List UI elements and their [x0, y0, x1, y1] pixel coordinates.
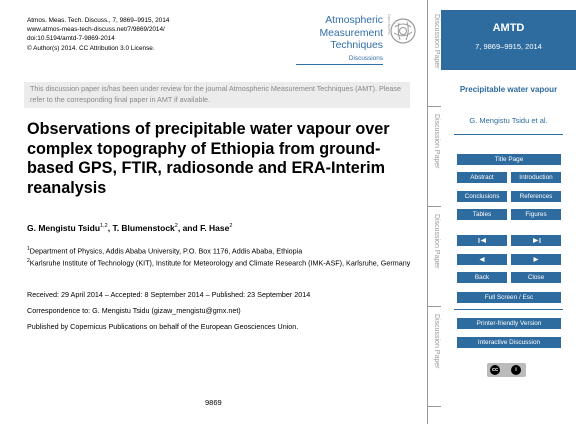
margin-separator — [427, 406, 441, 407]
author-name: T. Blumenstock — [112, 223, 175, 233]
paper-title: Observations of precipitable water vapour over complex topography of Ethiopia from ground-based GPS, FTIR, radiosonde and ERA-Interim reanalysis — [27, 120, 390, 197]
doi: doi:10.5194/amtd-7-9869-2014 — [27, 35, 115, 43]
full-screen-button[interactable]: Full Screen / Esc — [457, 292, 561, 303]
skip-back-icon — [478, 238, 487, 243]
arrow-right-icon — [533, 257, 539, 262]
publisher-line: Published by Copernicus Publications on behalf of the European Geosciences Union. — [27, 322, 299, 331]
open-access-label: Open Access — [387, 14, 391, 35]
citation-line: Atmos. Meas. Tech. Discuss., 7, 9869–9915, 2014 — [27, 17, 170, 24]
discussion-paper-label: Discussion Paper — [433, 214, 440, 269]
journal-abbrev: AMTD — [492, 22, 525, 34]
affiliation-text: Karlsruhe Institute of Technology (KIT), Institute for Meteorology and Climate Research (IMK-ASF), Karlsruhe, Germany — [29, 258, 411, 268]
journal-header — [441, 10, 576, 70]
first-page-button[interactable] — [457, 235, 507, 246]
author-affil-ref: 2 — [229, 223, 233, 230]
cc-license-badge[interactable] — [487, 363, 526, 377]
author-affil-ref: 2 — [174, 223, 178, 230]
margin-separator — [427, 206, 441, 207]
logo-line: Techniques — [330, 40, 383, 52]
title-page-button[interactable]: Title Page — [457, 154, 561, 165]
figures-button[interactable]: Figures — [511, 209, 561, 220]
affiliation-number: 2 — [27, 258, 30, 265]
interactive-discussion-button[interactable]: Interactive Discussion — [457, 337, 561, 348]
logo-wordmark — [319, 15, 383, 53]
margin-separator — [427, 306, 441, 307]
introduction-button[interactable]: Introduction — [511, 172, 561, 183]
last-page-button[interactable] — [511, 235, 561, 246]
author-separator: , and — [177, 223, 201, 233]
journal-logo — [296, 12, 421, 70]
conclusions-button[interactable]: Conclusions — [457, 191, 507, 202]
review-notice: This discussion paper is/has been under review for the journal Atmospheric Measurement Techniques (AMT). Please refer to the corresponding final paper in AMT if available. — [24, 82, 410, 108]
abstract-button[interactable]: Abstract — [457, 172, 507, 183]
affiliations — [27, 244, 417, 269]
navigation-sidebar — [441, 0, 576, 424]
logo-divider — [296, 64, 383, 65]
discussion-paper-label: Discussion Paper — [433, 314, 440, 369]
sidebar-divider — [454, 309, 563, 310]
back-button[interactable]: Back — [457, 272, 507, 283]
author-affil-ref: 1,2 — [100, 223, 108, 230]
affiliation-number: 1 — [27, 246, 30, 252]
journal-url[interactable]: www.atmos-meas-tech-discuss.net/7/9869/2014/ — [27, 26, 165, 34]
cc-icon: cc — [491, 367, 499, 373]
close-button[interactable]: Close — [511, 272, 561, 283]
affiliation-text: Department of Physics, Addis Ababa University, P.O. Box 1176, Addis Ababa, Ethiopia — [29, 246, 303, 256]
globe-icon — [389, 17, 417, 45]
page-number: 9869 — [205, 398, 222, 407]
license-line: © Author(s) 2014. CC Attribution 3.0 License. — [27, 44, 155, 52]
previous-page-button[interactable] — [457, 254, 507, 265]
logo-line: Atmospheric — [325, 15, 383, 26]
author-separator: , — [107, 223, 113, 233]
author-list — [27, 223, 232, 233]
discussion-paper-label: Discussion Paper — [433, 14, 440, 69]
logo-line: Measurement — [319, 27, 383, 39]
affiliation — [27, 244, 417, 256]
journal-volume: 7, 9869–9915, 2014 — [475, 42, 542, 51]
sidebar-divider — [454, 134, 563, 135]
short-authors: G. Mengistu Tsidu et al. — [469, 116, 548, 125]
correspondence: Correspondence to: G. Mengistu Tsidu (gizaw_mengistu@gmx.net) — [27, 306, 241, 315]
skip-forward-icon — [532, 238, 541, 243]
author-name: F. Hase — [200, 223, 230, 233]
author-name: G. Mengistu Tsidu — [27, 223, 101, 233]
discussion-paper-label: Discussion Paper — [433, 114, 440, 169]
margin-separator — [427, 106, 441, 107]
arrow-left-icon — [479, 257, 485, 262]
next-page-button[interactable] — [511, 254, 561, 265]
short-title: Precipitable water vapour — [459, 85, 558, 94]
printer-friendly-button[interactable]: Printer-friendly Version — [457, 318, 561, 329]
affiliation — [27, 256, 417, 268]
tables-button[interactable]: Tables — [457, 209, 507, 220]
logo-discussions: Discussions — [348, 55, 383, 62]
citation-meta — [27, 16, 169, 53]
publication-dates: Received: 29 April 2014 – Accepted: 8 September 2014 – Published: 23 September 2014 — [27, 290, 311, 299]
attribution-icon: i — [511, 365, 521, 375]
references-button[interactable]: References — [511, 191, 561, 202]
